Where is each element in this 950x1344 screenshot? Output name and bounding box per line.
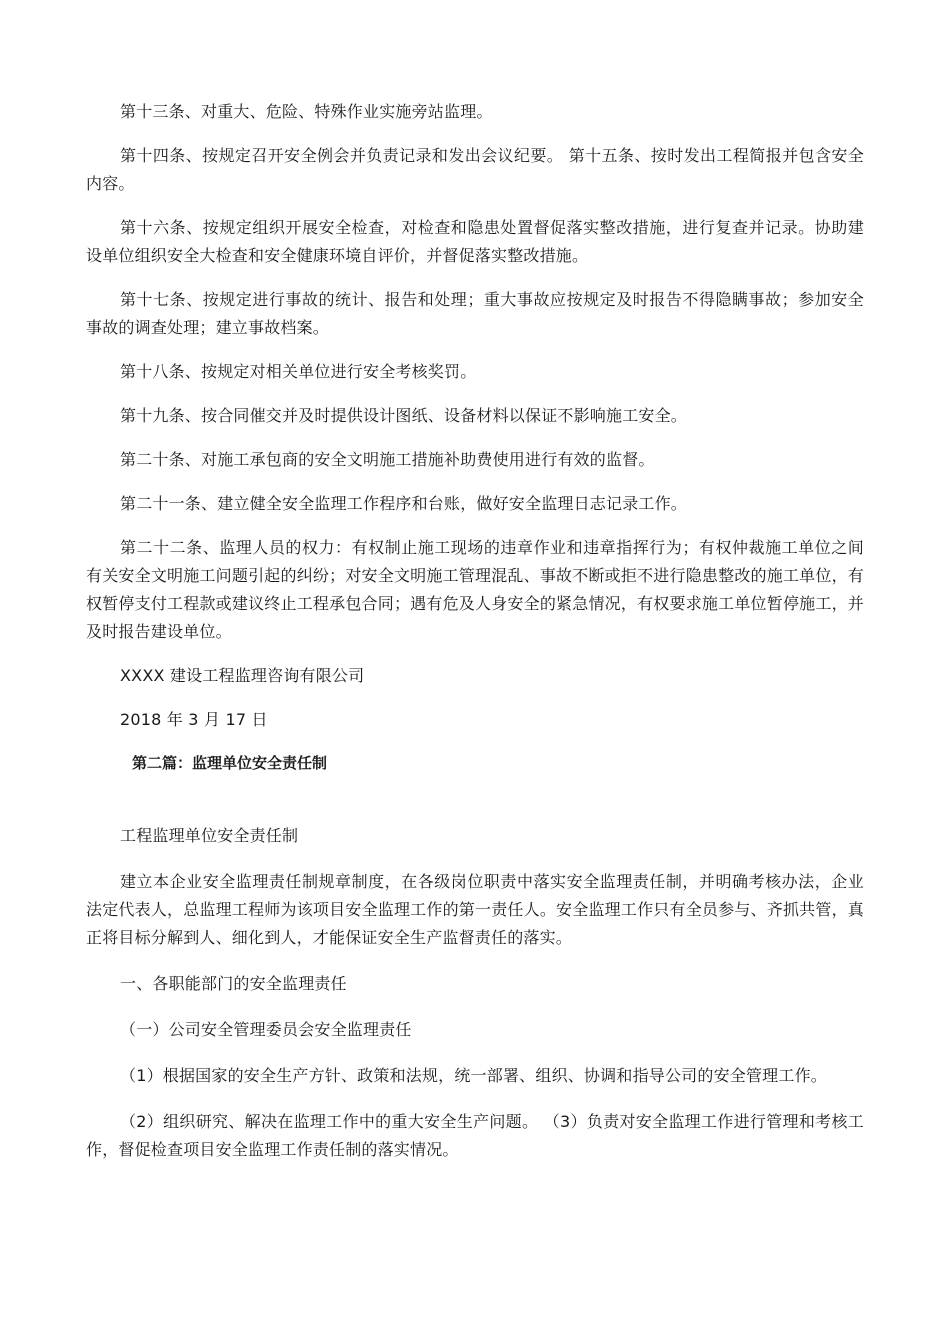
section-heading: 第二篇：监理单位安全责任制 [132, 754, 328, 772]
paragraph-article-19: 第十九条、按合同催交并及时提供设计图纸、设备材料以保证不影响施工安全。 [120, 406, 688, 425]
paragraph-committee-heading: （一）公司安全管理委员会安全监理责任 [120, 1020, 412, 1039]
paragraph-article-22: 第二十二条、监理人员的权力：有权制止施工现场的违章作业和违章指挥行为；有权仲裁施工单位之间有关安全文明施工问题引起的纠纷；对安全文明施工管理混乱、事故不断或拒不进行隐患整改的施工单位，有权暂停支付工程款或建议终止工程承包合同；遇有危及人身安全的紧急情况，有权要求施工单位暂停施工，并及时报告建设单位。 [86, 538, 864, 641]
paragraph-article-21: 第二十一条、建立健全安全监理工作程序和台账，做好安全监理日志记录工作。 [120, 494, 688, 513]
paragraph-article-17: 第十七条、按规定进行事故的统计、报告和处理；重大事故应按规定及时报告不得隐瞒事故；参加安全事故的调查处理；建立事故档案。 [86, 290, 864, 337]
section-subtitle: 工程监理单位安全责任制 [120, 826, 299, 845]
paragraph-article-20: 第二十条、对施工承包商的安全文明施工措施补助费使用进行有效的监督。 [120, 450, 655, 469]
paragraph-intro: 建立本企业安全监理责任制规章制度，在各级岗位职责中落实安全监理责任制，并明确考核办法，企业法定代表人，总监理工程师为该项目安全监理工作的第一责任人。安全监理工作只有全员参与、齐抓共管，真正将目标分解到人、细化到人，才能保证安全生产监督责任的落实。 [86, 872, 864, 947]
paragraph-article-14-15: 第十四条、按规定召开安全例会并负责记录和发出会议纪要。 第十五条、按时发出工程简报并包含安全内容。 [86, 146, 864, 193]
paragraph-item-2-3: （2）组织研究、解决在监理工作中的重大安全生产问题。 （3）负责对安全监理工作进行管理和考核工作，督促检查项目安全监理工作责任制的落实情况。 [86, 1112, 864, 1159]
paragraph-article-13: 第十三条、对重大、危险、特殊作业实施旁站监理。 [120, 102, 493, 121]
company-signature: XXXX 建设工程监理咨询有限公司 [120, 666, 365, 685]
document-date: 2018 年 3 月 17 日 [120, 710, 268, 729]
paragraph-departments-heading: 一、各职能部门的安全监理责任 [120, 974, 347, 993]
paragraph-item-1: （1）根据国家的安全生产方针、政策和法规，统一部署、组织、协调和指导公司的安全管理工作。 [120, 1066, 827, 1085]
paragraph-article-18: 第十八条、按规定对相关单位进行安全考核奖罚。 [120, 362, 477, 381]
paragraph-article-16: 第十六条、按规定组织开展安全检查，对检查和隐患处置督促落实整改措施，进行复查并记录。协助建设单位组织安全大检查和安全健康环境自评价，并督促落实整改措施。 [86, 218, 864, 265]
